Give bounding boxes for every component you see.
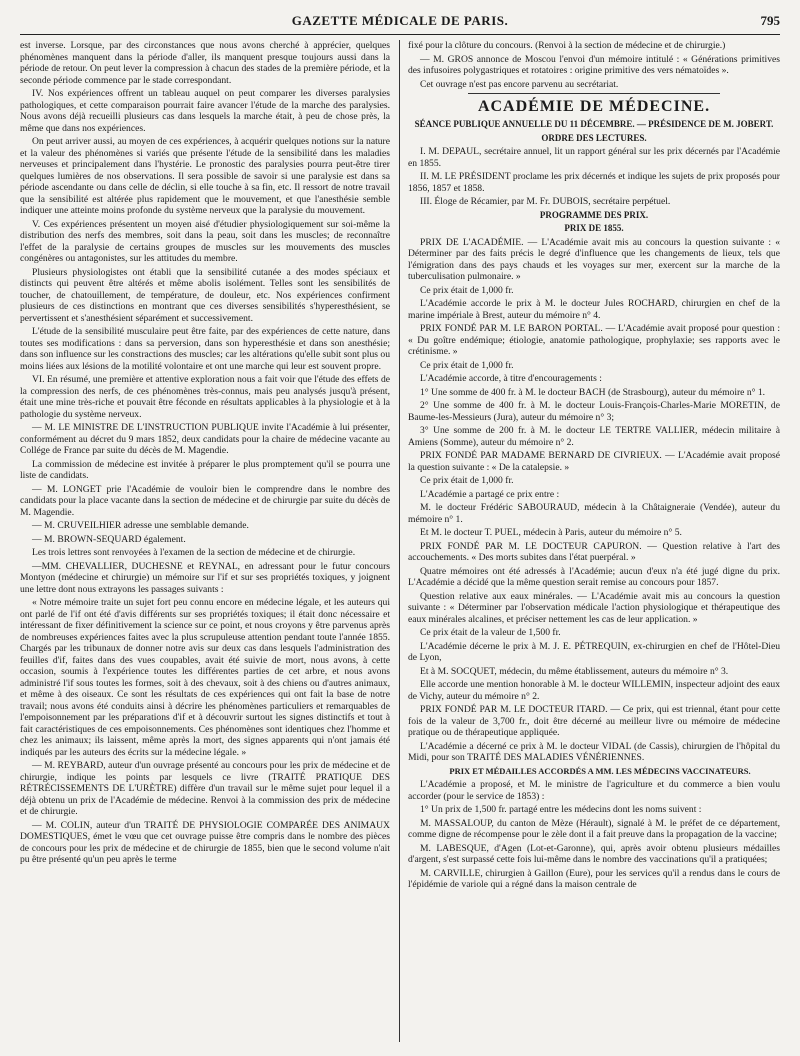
paragraph: L'Académie accorde le prix à M. le docteur Jules ROCHARD, chirurgien en chef de la marine impériale à Brest, auteur du mémoire n° 4. [408,298,780,321]
paragraph: M. le docteur Frédéric SABOURAUD, médecin à la Châtaigneraie (Vendée), auteur du mémoire n° 1. [408,502,780,525]
paragraph: fixé pour la clôture du concours. (Renvoi à la section de médecine et de chirurgie.) [408,40,726,51]
section-rule [468,93,720,94]
paragraph: Ce prix était de 1,000 fr. [420,475,514,486]
paragraph: — M. CRUVEILHIER adresse une semblable demande. [32,520,249,531]
paragraph: Cet ouvrage n'est pas encore parvenu au secrétariat. [420,78,619,90]
paragraph: « Notre mémoire traite un sujet fort peu connu encore en médecine légale, et les auteurs qui ont parlé de l'if ont été d'avis différents sur ses propriétés toxiques; il était donc nécessaire et intéressant de fixer définitivement la science sur ce point, et nous croyons y être parvenus après de nombreuses expériences faites avec la plus scrupuleuse attention pendant toute l'année 1855. Chargés par les tribunaux de donner notre avis sur deux cas dans lesquels l'administration des feuilles d'if, faites dans des vues coupables, avait été suivie de mort, nous avons, à cette occasion, soumis à l'expérience toutes les différentes parties de cet arbre, et nous avons administré l'if sous toutes les formes, soit à des chevaux, soit à des chiens ou d'autres animaux, et même à des oiseaux. Ce sont les résultats de ces expériences qui ont fait la base de notre travail; nous avons été conduits ainsi à décrire les phénomènes particuliers et remarquables de l'empoisonnement par les préparations d'if et à découvrir surtout les signes distinctifs et tout à fait caractéristiques de ces empoisonnements. Ces phénomènes sont identiques chez l'homme et chez les animaux; ils laissent, même après la mort, des signes apparents qui n'ont jamais été indiqués par les auteurs des écrits sur la médecine légale. » [20,597,390,758]
section-heading: ACADÉMIE DE MÉDECINE. [477,98,711,115]
paragraph: VI. En résumé, une première et attentive exploration nous a fait voir que l'étude des effets de la compression des nerfs, de ces phénomènes très-connus, mais peu analysés jusqu'à présent, était une mine très-riche et pouvait être féconde en résultats applicables à la physiologie et à la pathologie du système nerveux. [20,374,390,420]
paragraph: Et à M. SOCQUET, médecin, du même établissement, auteurs du mémoire n° 3. [420,665,729,677]
paragraph: L'Académie a décerné ce prix à M. le docteur VIDAL (de Cassis), chirurgien de l'hôpital du Midi, pour son TRAITÉ DES MALADIES VÉNÉRIENNES. [408,740,780,763]
session-line: SÉANCE PUBLIQUE ANNUELLE DU 11 DÉCEMBRE. — PRÉSIDENCE DE M. JOBERT. [414,119,774,129]
paragraph: L'Académie a partagé ce prix entre : [420,488,560,500]
subheading: PRIX ET MÉDAILLES ACCORDÉS A MM. LES MÉDECINS VACCINATEURS. [449,765,751,776]
paragraph: L'Académie accorde, à titre d'encouragements : [420,373,602,384]
paragraph: IV. Nos expériences offrent un tableau auquel on peut comparer les diverses paralysies pathologiques, et cette comparaison pourrait faire avancer l'étude de la marche des paralysies. Nous avons déjà recueilli plusieurs cas dans lesquels la marche était, à peu de chose près, la même que dans nos expériences. [20,88,390,134]
subheading: PROGRAMME DES PRIX. [539,209,649,220]
paragraph: M. CARVILLE, chirurgien à Gaillon (Eure), pour les services qu'il a rendus dans le cours de l'épidémie de variole qui a régné dans la maison centrale de [408,867,780,890]
paragraph: L'Académie a proposé, et M. le ministre de l'agriculture et du commerce a bien voulu accorder (pour le service de 1853) : [408,779,780,802]
paragraph: 1° Une somme de 400 fr. à M. le docteur BACH (de Strasbourg), auteur du mémoire n° 1. [420,386,766,398]
paragraph: Ce prix était de la valeur de 1,500 fr. [420,627,561,638]
paragraph: — M. COLIN, auteur d'un TRAITÉ DE PHYSIOLOGIE COMPARÉE DES ANIMAUX DOMESTIQUES, émet le vœu que cet ouvrage puisse être compris dans le nombre des pièces de concours pour les prix de médecine et de chirurgie de 1855, bien que le second volume n'ait pu être présenté qu'un peu après le terme [20,819,390,865]
paragraph: 3° Une somme de 200 fr. à M. le docteur LE TERTRE VALLIER, médecin militaire à Amiens (Somme), auteur du mémoire n° 2. [408,425,780,448]
paragraph: — M. LE MINISTRE DE L'INSTRUCTION PUBLIQUE invite l'Académie à lui présenter, conformément au décret du 9 mars 1852, deux candidats pour la chaire de médecine vacante au Collége de France par suite du décès de M. Magendie. [20,422,390,456]
paragraph: PRIX FONDÉ PAR M. LE DOCTEUR CAPURON. — Question relative à l'art des accouchements. « Des morts subites dans l'état puerpéral. » [408,540,780,563]
paragraph: —MM. CHEVALLIER, DUCHESNE et REYNAL, en adressant pour le futur concours Montyon (médecine et chirurgie) un mémoire sur l'if et sur ses propriétés toxiques, y joignent une lettre dont nous extrayons les passages suivants : [20,560,390,595]
paragraph: Ce prix était de 1,000 fr. [420,359,514,371]
paragraph: Question relative aux eaux minérales. — L'Académie avait mis au concours la question suivante : « Déterminer par l'observation médicale l'action physiologique et thérapeutique des eaux minérales alcalines, et préciser nettement les cas de leur application. » [408,590,780,625]
subheading: PRIX DE 1855. [564,223,624,233]
paragraph: Les trois lettres sont renvoyées à l'examen de la section de médecine et de chirurgie. [32,547,356,558]
column-divider [399,40,400,1042]
paragraph: V. Ces expériences présentent un moyen aisé d'étudier physiologiquement sur soi-même la distribution des nerfs des membres, soit dans la peau, soit dans les muscles; de reconnaître l'effet de la paralysie de certains groupes de muscles sur les mouvements des muscles congénères ou antagonistes, sur les attitudes du membre. [20,218,390,264]
paragraph: — M. GROS annonce de Moscou l'envoi d'un mémoire intitulé : « Générations primitives des infusoires polygastriques et rotatoires : origine primitive des vers nématoïdes ». [408,53,780,76]
paragraph: On peut arriver aussi, au moyen de ces expériences, à acquérir quelques notions sur la nature et la valeur des phénomènes si variés que présente l'étude de la sensibilité dans les maladies nerveuses et principalement dans l'hystérie. Le pronostic des paralysies pourra peut-être tirer quelques lumières de nos observations. Il sera possible de savoir si une paralysie est dans sa période ascendante ou dans celle de déclin, si elle touche à sa fin, etc. Il ressort de notre travail que la sensibilité est altérée plus rapidement que le mouvement, et que l'anesthésie semble indiquer une atteinte moins profonde du système nerveux que la paralysie du mouvement. [20,136,390,216]
paragraph: PRIX FONDÉ PAR M. LE DOCTEUR ITARD. — Ce prix, qui est triennal, étant pour cette fois de la valeur de 3,700 fr., doit être décerné au meilleur livre ou mémoire de médecine pratique ou de thérapeutique appliquée. [408,704,780,738]
paragraph: L'Académie décerne le prix à M. J. E. PÉTREQUIN, ex-chirurgien en chef de l'Hôtel-Dieu de Lyon, [408,640,780,663]
paragraph: Ce prix était de 1,000 fr. [420,284,514,296]
paragraph: — M. REYBARD, auteur d'un ouvrage présenté au concours pour les prix de médecine et de chirurgie, indique les points par lesquels ce livre (TRAITÉ PRATIQUE DES RÉTRÉCISSEMENTS DE L'URÈTRE) diffère d'un travail sur le même sujet pour lequel il a déjà obtenu un prix de l'Académie de médecine. Renvoi à la commission des prix de médecine et de chirurgie. [20,760,390,817]
paragraph: PRIX DE L'ACADÉMIE. — L'Académie avait mis au concours la question suivante : « Déterminer par des faits précis le degré d'influence que les changements de lieux, tels que l'émigration dans des pays chauds et les voyages sur mer, exercent sur la marche de la tuberculisation pulmonaire. » [408,236,780,282]
paragraph: La commission de médecine est invitée à préparer le plus promptement qu'il se pourra une liste de candidats. [20,458,390,481]
journal-title: GAZETTE MÉDICALE DE PARIS. [291,13,509,28]
paragraph: L'étude de la sensibilité musculaire peut être faite, par des expériences de cette nature, dans toutes ses modifications : dans sa perversion, dans son hyperesthésie et dans son anesthésie; dans son influence sur les constractions des muscles; car les altérations qu'elle subit sont plus ou moins liées aux lésions de la motilité volontaire et ont une marche qui leur est souvent propre. [20,326,390,372]
paragraph: 1° Un prix de 1,500 fr. partagé entre les médecins dont les noms suivent : [420,804,702,815]
paragraph: Elle accorde une mention honorable à M. le docteur WILLEMIN, inspecteur adjoint des eaux de Vichy, auteur du mémoire n° 2. [408,679,780,702]
paragraph: III. Éloge de Récamier, par M. Fr. DUBOIS, secrétaire perpétuel. [420,196,671,207]
paragraph: — M. LONGET prie l'Académie de vouloir bien le comprendre dans le nombre des candidats pour la place vacante dans la section de médecine et de chirurgie par suite du décès de M. Magendie. [20,483,390,518]
paragraph: M. MASSALOUP, du canton de Mèze (Hérault), signalé à M. le préfet de ce département, comme digne de récompense pour le zèle dont il a fait preuve dans la propagation de la vaccine; [408,817,780,840]
paragraph: Quatre mémoires ont été adressés à l'Académie; aucun d'eux n'a été jugé digne du prix. L'Académie a décidé que la même question serait remise au concours pour 1857. [408,565,780,588]
page-number: 795 [760,13,780,28]
paragraph: Et M. le docteur T. PUEL, médecin à Paris, auteur du mémoire n° 5. [420,527,682,538]
paragraph: I. M. DEPAUL, secrétaire annuel, lit un rapport général sur les prix décernés par l'Académie en 1855. [408,146,780,169]
paragraph: II. M. LE PRÉSIDENT proclame les prix décernés et indique les sujets de prix proposés pour 1856, 1857 et 1858. [408,171,780,194]
page-header [20,10,780,35]
left-column [20,40,390,1042]
paragraph: est inverse. Lorsque, par des circonstances que nous avons cherché à apprécier, quelques phénomènes manquent dans la période d'aller, ils manquent presque toujours aussi dans la période de retour. On peut lever la compression à chacun des stades de la première période, et la seconde période commence par le stade correspondant. [20,40,390,86]
paragraph: PRIX FONDÉ PAR M. LE BARON PORTAL. — L'Académie avait proposé pour question : « Du goître endémique; étiologie, anatomie pathologique, prophylaxie; ses rapports avec le crétinisme. » [408,323,780,357]
paragraph: M. LABESQUE, d'Agen (Lot-et-Garonne), qui, après avoir obtenu plusieurs médailles d'argent, s'est surpassé cette fois lui-même dans le nombre des vaccinations qu'il a pratiquées; [408,842,780,865]
right-column [408,40,780,1042]
paragraph: PRIX FONDÉ PAR MADAME BERNARD DE CIVRIEUX. — L'Académie avait proposé la question suivante : « De la catalepsie. » [408,450,780,473]
paragraph: — M. BROWN-SEQUARD également. [32,533,186,545]
paragraph: 2° Une somme de 400 fr. à M. le docteur Louis-François-Charles-Marie MORETIN, de Baume-les-Messieurs (Jura), auteur du mémoire n° 3; [408,400,780,423]
paragraph: Plusieurs physiologistes ont établi que la sensibilité cutanée a des modes spéciaux et distincts qui peuvent être altérés et même abolis isolément. Telles sont les sensibilités de toucher, de chatouillement, de température, de douleur, etc. Nos expériences confirment plusieurs de ces distinctions en montrant que ces diverses sensibilités s'hyperesthésient, se pervertissent et s'anesthésient séparément et successivement. [20,266,390,324]
subheading: ORDRE DES LECTURES. [541,132,647,143]
